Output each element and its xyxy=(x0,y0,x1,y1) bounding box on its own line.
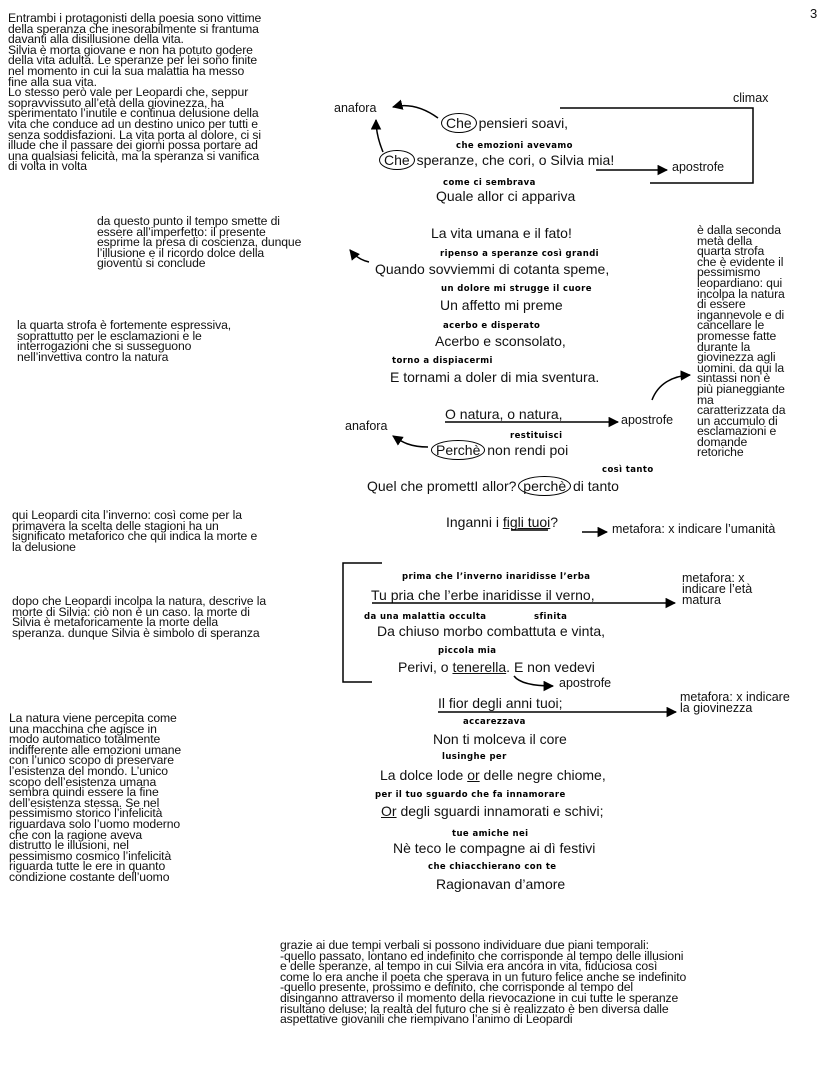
note-line: caratterizzata da xyxy=(697,403,786,418)
note-line: condizione costante dell’uomo xyxy=(9,869,170,884)
poem-text: Quel che promettI allor? xyxy=(367,478,521,494)
gloss: così tanto xyxy=(602,465,654,475)
note-line: sintassi non è xyxy=(697,371,771,386)
label-line: la giovinezza xyxy=(680,701,753,715)
circled-word: perchè xyxy=(518,476,571,496)
underlined-word: tenerella xyxy=(452,659,507,675)
note-line: più pianeggiante xyxy=(697,381,785,396)
note-line: ma xyxy=(697,392,714,407)
poem-line: Tu pria che l’erbe inaridisse il verno, xyxy=(371,587,595,603)
climax-bracket xyxy=(560,108,753,183)
note-line: -quello presente, prossimo e definito, che corrisponde al tempo del xyxy=(280,980,634,995)
note-line: essere all’imperfetto: il presente xyxy=(97,224,266,239)
note-line: fine alla sua vita. xyxy=(8,74,97,89)
note-line: esclamazioni e xyxy=(697,424,777,439)
note-line: giovinezza agli xyxy=(697,350,776,365)
note-line: dopo che Leopardi incolpa la natura, descrive la xyxy=(12,594,267,608)
note-line: sopravvissuto all’età della giovinezza, ha xyxy=(8,95,224,110)
poem-line: Da chiuso morbo combattuta e vinta, xyxy=(377,623,606,639)
gloss: ripenso a speranze così grandi xyxy=(440,249,599,259)
note-line: di volta in volta xyxy=(8,159,87,174)
note-line: l’esistenza del mondo. L’unico xyxy=(9,763,168,778)
note-line: grazie ai due tempi verbali si possono individuare due piani temporali: xyxy=(280,938,649,952)
note-line: pessimismo xyxy=(697,265,761,280)
note-line: dell’esistenza stessa. Se nel xyxy=(9,795,160,810)
note-line: La natura viene percepita come xyxy=(9,711,177,725)
page-number: 3 xyxy=(810,6,818,21)
note-line: una macchina che agisce in xyxy=(9,721,157,736)
poem-line: Il fior degli anni tuoi; xyxy=(438,695,563,711)
note-line: indifferente alle emozioni umane xyxy=(9,742,182,757)
note-line: la quarta strofa è fortemente espressiva, xyxy=(17,318,232,332)
anafora-arrow xyxy=(393,436,428,447)
underlined-word: Or xyxy=(381,803,397,819)
poem-text: . E non vedevi xyxy=(506,659,595,675)
note-arrow xyxy=(652,375,690,400)
note-line: Silvia è morta giovane e non ha potuto godere xyxy=(8,42,253,57)
note-line: risultano deluse; la realtà del futuro che si è realizzato è ben diversa dalle xyxy=(280,1001,669,1016)
gloss: lusinghe per xyxy=(442,752,507,762)
poem-line: La vita umana e il fato! xyxy=(431,225,572,241)
label-apostrofe: apostrofe xyxy=(621,413,674,427)
note-line: incolpa la natura xyxy=(697,286,785,301)
gloss: restituisci xyxy=(510,431,563,441)
note-line: illude che il passare dei giorni possa portare ad xyxy=(8,138,258,153)
note-line: primavera la scelta delle stagioni ha un xyxy=(12,518,219,533)
note-line: -quello passato, lontano ed indefinito che corrisponde al tempo delle illusioni xyxy=(280,948,684,963)
note-line: domande xyxy=(697,434,748,449)
stanza-bracket xyxy=(343,563,382,682)
underlined-word: figli tuoi xyxy=(502,514,551,530)
note-line: Lo stesso però vale per Leopardi che, seppur xyxy=(8,85,249,100)
poem-text: speranze, che cori, o Silvia mia! xyxy=(412,152,615,168)
anafora-arrow xyxy=(376,120,383,152)
circled-word: Che xyxy=(441,113,477,133)
label-line: matura xyxy=(682,593,721,607)
gloss: accarezzava xyxy=(463,717,526,727)
note-line: scopo dell’esistenza umana xyxy=(9,774,157,789)
note-line: la delusione xyxy=(12,539,76,554)
note-line: uomini. da qui la xyxy=(697,360,785,375)
note-line: sperimentato l’inutile e continua delusione della xyxy=(8,106,259,121)
note-line: durante la xyxy=(697,339,751,354)
note-line: con l’unico scopo di preservare xyxy=(9,753,174,768)
note-line: una qualsiasi felicità, ma la speranza si vanifica xyxy=(8,148,260,163)
poem-line: Ragionavan d’amore xyxy=(436,876,566,892)
note-line: pessimismo cosmico l’infelicità xyxy=(9,848,172,863)
gloss: piccola mia xyxy=(438,646,497,656)
note-line: un accumulo di xyxy=(697,413,778,428)
poem-text: Perivi, o xyxy=(398,659,453,675)
note-line: come lo era anche il poeta che sperava in un futuro felice anche se indefinito xyxy=(280,969,687,984)
label-apostrofe: apostrofe xyxy=(672,160,725,174)
note-line: che è evidente il xyxy=(697,254,784,269)
circled-word: Perchè xyxy=(431,440,485,460)
note-line: senza soddisfazioni. La vita porta al dolore, ci si xyxy=(8,127,262,142)
gloss: come ci sembrava xyxy=(443,178,536,188)
anafora-arrow xyxy=(393,106,438,118)
note-line: gioventù si conclude xyxy=(97,256,206,271)
poem-text: di tanto xyxy=(569,478,619,494)
note-line: di essere xyxy=(697,297,746,312)
apostrofe-arrow xyxy=(514,676,553,686)
poem-text: pensieri soavi, xyxy=(474,115,569,131)
note-line: vita che conduce ad un destino unico per tutti e xyxy=(8,116,258,131)
note-line: distrutto le illusioni, nel xyxy=(9,838,129,853)
note-line: Silvia è metaforicamente la morte della xyxy=(12,615,219,630)
label-anafora: anafora xyxy=(345,419,388,433)
note-line: riguarda tutte le ere in quanto xyxy=(9,859,166,874)
label-anafora: anafora xyxy=(334,101,377,115)
note-line: Entrambi i protagonisti della poesia sono vittime xyxy=(8,11,262,25)
circled-word: Che xyxy=(379,150,415,170)
note-line: è dalla seconda xyxy=(697,223,781,237)
poem-line: Quale allor ci appariva xyxy=(436,188,576,204)
note-line: ingannevole e di xyxy=(697,307,785,322)
gloss: da una malattia occulta xyxy=(364,612,487,622)
poem-text: delle negre chiome, xyxy=(479,767,606,783)
label-metafora: metafora: x indicare l’umanità xyxy=(612,522,776,536)
label-apostrofe: apostrofe xyxy=(559,676,612,690)
poem-text: non rendi poi xyxy=(483,442,569,458)
label-climax: climax xyxy=(733,91,769,105)
label-line: metafora: x xyxy=(682,571,745,585)
poem-line: Non ti molceva il core xyxy=(433,731,567,747)
poem-text: La dolce lode xyxy=(380,767,468,783)
note-line: soprattutto per le esclamazioni e le xyxy=(17,328,202,343)
note-line: metà della xyxy=(697,233,753,248)
gloss: acerbo e disperato xyxy=(443,321,541,331)
note-line: speranza. dunque Silvia è simbolo di speranza xyxy=(12,625,260,640)
gloss: torno a dispiacermi xyxy=(392,356,493,366)
gloss: un dolore mi strugge il cuore xyxy=(441,284,592,294)
note-line: che con la ragione aveva xyxy=(9,827,143,842)
note-line: cancellare le xyxy=(697,318,765,333)
note-line: leopardiano: qui xyxy=(697,275,783,290)
gloss: tue amiche nei xyxy=(452,829,529,839)
poem-line: O natura, o natura, xyxy=(445,406,563,422)
note-line: della speranza che inesorabilmente si frantuma xyxy=(8,21,259,36)
poem-line: Acerbo e sconsolato, xyxy=(435,333,566,349)
note-line: modo automatico totalmente xyxy=(9,732,161,747)
poem-line: E tornami a doler di mia sventura. xyxy=(390,369,600,385)
note-line: significato metaforico che qui indica la morte e xyxy=(12,529,258,544)
note-line: pessimismo storico l’infelicità xyxy=(9,806,163,821)
note-line: esprime la presa di coscienza, dunque xyxy=(97,235,302,250)
note-line: nel momento in cui la sua malattia ha messo xyxy=(8,63,245,78)
gloss: sfinita xyxy=(534,612,568,622)
note-line: da questo punto il tempo smette di xyxy=(97,214,280,228)
poem-line: Nè teco le compagne ai dì festivi xyxy=(393,840,596,856)
gloss: che chiacchierano con te xyxy=(428,862,557,872)
poem-text: ? xyxy=(550,514,559,530)
note-line: l’illusione e il ricordo dolce della xyxy=(97,245,265,260)
note-line: e delle speranze, al tempo in cui Silvia era ancora in vita, fiduciosa così xyxy=(280,959,658,974)
note-line: retoriche xyxy=(697,445,744,460)
note-line: nell’invettiva contro la natura xyxy=(17,349,169,364)
label-line: indicare l’età xyxy=(682,582,753,596)
label-line: metafora: x indicare xyxy=(680,690,790,704)
gloss: che emozioni avevamo xyxy=(456,141,573,151)
note-line: davanti alla disillusione della vita. xyxy=(8,32,184,47)
gloss: prima che l’inverno inaridisse l’erba xyxy=(402,572,591,582)
poem-text: Inganni i xyxy=(446,514,503,530)
poem-text: degli sguardi innamorati e schivi; xyxy=(396,803,604,819)
note-line: della vita adulta. Le speranze per lei sono finite xyxy=(8,53,258,68)
note-line: morte di Silvia: ciò non è un caso. la morte di xyxy=(12,604,250,619)
note-line: qui Leopardi cita l’inverno: così come per la xyxy=(12,508,242,522)
poem-line: Un affetto mi preme xyxy=(440,297,563,313)
note-line: sembra quindi essere la fine xyxy=(9,785,159,800)
note-line: riguardava solo l’uomo moderno xyxy=(9,816,181,831)
note-line: disinganno attraverso il momento della rievocazione in cui tutte le speranze xyxy=(280,990,679,1005)
underlined-word: or xyxy=(467,767,480,783)
note-line: interrogazioni che si susseguono xyxy=(17,339,192,354)
poem-line: Quando sovviemmi di cotanta speme, xyxy=(375,261,610,277)
gloss: per il tuo sguardo che fa innamorare xyxy=(375,790,566,800)
note-arrow xyxy=(350,250,369,262)
note-line: promesse fatte xyxy=(697,328,777,343)
note-line: quarta strofa xyxy=(697,244,765,259)
note-line: aspettative giovanili che riempivano l’animo di Leopardi xyxy=(280,1012,573,1027)
